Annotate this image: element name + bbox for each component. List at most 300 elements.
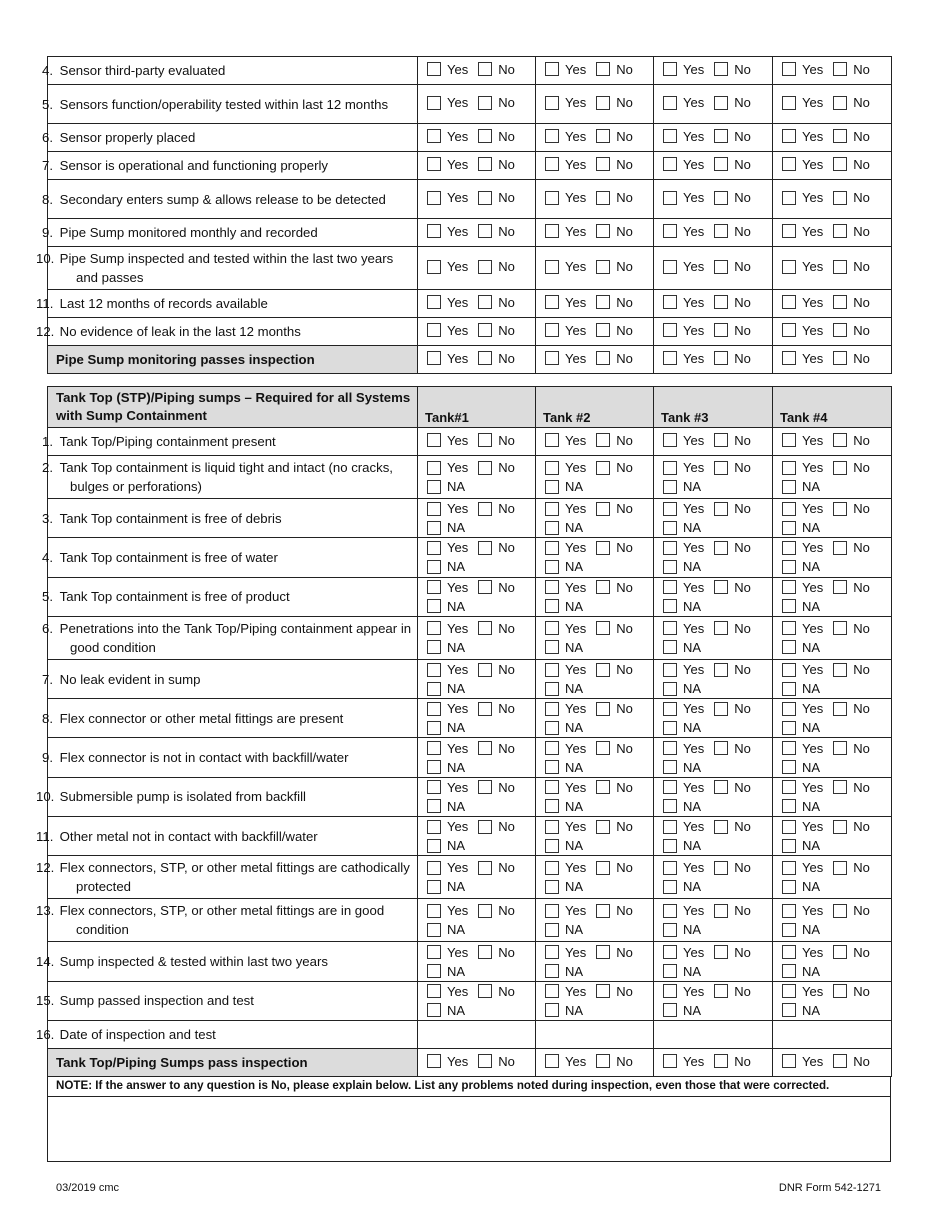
yes-checkbox[interactable] (663, 433, 677, 447)
date-input[interactable] (536, 1020, 654, 1048)
na-checkbox[interactable] (545, 560, 559, 574)
yes-checkbox[interactable] (663, 741, 677, 755)
na-checkbox[interactable] (782, 880, 796, 894)
no-checkbox[interactable] (833, 351, 847, 365)
na-checkbox[interactable] (782, 640, 796, 654)
no-label: No (853, 1053, 870, 1069)
yes-checkbox[interactable] (427, 62, 441, 76)
na-checkbox[interactable] (545, 760, 559, 774)
no-checkbox[interactable] (478, 502, 492, 516)
yes-checkbox[interactable] (427, 621, 441, 635)
na-checkbox[interactable] (545, 923, 559, 937)
yes-checkbox[interactable] (782, 129, 796, 143)
yes-checkbox[interactable] (545, 1054, 559, 1068)
no-checkbox[interactable] (714, 260, 728, 274)
no-checkbox[interactable] (478, 984, 492, 998)
no-checkbox[interactable] (833, 433, 847, 447)
no-checkbox[interactable] (714, 984, 728, 998)
yes-checkbox[interactable] (545, 96, 559, 110)
no-checkbox[interactable] (714, 580, 728, 594)
no-checkbox[interactable] (478, 323, 492, 337)
yes-checkbox[interactable] (427, 580, 441, 594)
yes-checkbox[interactable] (545, 295, 559, 309)
no-checkbox[interactable] (833, 461, 847, 475)
na-option (427, 518, 465, 537)
yes-checkbox[interactable] (427, 502, 441, 516)
na-checkbox[interactable] (427, 599, 441, 613)
yes-checkbox[interactable] (427, 260, 441, 274)
date-input[interactable] (654, 1020, 773, 1048)
na-checkbox[interactable] (663, 640, 677, 654)
yes-checkbox[interactable] (545, 741, 559, 755)
na-checkbox[interactable] (663, 839, 677, 853)
yes-checkbox[interactable] (545, 191, 559, 205)
no-checkbox[interactable] (596, 351, 610, 365)
no-checkbox[interactable] (596, 904, 610, 918)
na-checkbox[interactable] (663, 721, 677, 735)
no-checkbox[interactable] (714, 129, 728, 143)
na-checkbox[interactable] (663, 560, 677, 574)
no-checkbox[interactable] (714, 1054, 728, 1068)
question-text: Tank Top containment is free of debris (59, 510, 282, 526)
no-checkbox[interactable] (714, 461, 728, 475)
na-checkbox[interactable] (782, 721, 796, 735)
yes-checkbox[interactable] (782, 861, 796, 875)
no-checkbox[interactable] (478, 129, 492, 143)
no-checkbox[interactable] (478, 224, 492, 238)
no-checkbox[interactable] (596, 433, 610, 447)
yes-checkbox[interactable] (782, 780, 796, 794)
yes-checkbox[interactable] (427, 461, 441, 475)
yes-label: Yes (565, 190, 587, 206)
yes-checkbox[interactable] (545, 780, 559, 794)
no-option (833, 351, 870, 366)
no-checkbox[interactable] (596, 224, 610, 238)
na-checkbox[interactable] (782, 964, 796, 978)
yes-checkbox[interactable] (427, 224, 441, 238)
na-checkbox[interactable] (663, 480, 677, 494)
no-checkbox[interactable] (478, 580, 492, 594)
no-checkbox[interactable] (478, 820, 492, 834)
na-checkbox[interactable] (427, 640, 441, 654)
na-option (663, 638, 701, 657)
yes-checkbox[interactable] (427, 96, 441, 110)
no-checkbox[interactable] (833, 295, 847, 309)
yes-checkbox[interactable] (427, 157, 441, 171)
yes-checkbox[interactable] (427, 433, 441, 447)
na-checkbox[interactable] (782, 521, 796, 535)
yes-checkbox[interactable] (427, 323, 441, 337)
na-checkbox[interactable] (782, 1003, 796, 1017)
na-checkbox[interactable] (663, 923, 677, 937)
na-checkbox[interactable] (545, 880, 559, 894)
no-checkbox[interactable] (833, 984, 847, 998)
no-checkbox[interactable] (596, 984, 610, 998)
yes-checkbox[interactable] (782, 295, 796, 309)
no-checkbox[interactable] (833, 820, 847, 834)
yes-checkbox[interactable] (427, 702, 441, 716)
na-checkbox[interactable] (782, 923, 796, 937)
no-checkbox[interactable] (596, 129, 610, 143)
na-checkbox[interactable] (663, 760, 677, 774)
no-checkbox[interactable] (714, 351, 728, 365)
yes-checkbox[interactable] (663, 580, 677, 594)
no-label: No (616, 540, 633, 556)
yes-label: Yes (565, 740, 587, 756)
no-checkbox[interactable] (596, 621, 610, 635)
no-checkbox[interactable] (478, 541, 492, 555)
no-checkbox[interactable] (714, 224, 728, 238)
no-checkbox[interactable] (833, 861, 847, 875)
yes-checkbox[interactable] (782, 580, 796, 594)
no-checkbox[interactable] (478, 780, 492, 794)
na-checkbox[interactable] (427, 799, 441, 813)
na-option (545, 877, 583, 896)
na-checkbox[interactable] (427, 839, 441, 853)
yes-checkbox[interactable] (663, 861, 677, 875)
yes-checkbox[interactable] (545, 502, 559, 516)
no-checkbox[interactable] (478, 741, 492, 755)
no-checkbox[interactable] (478, 96, 492, 110)
no-checkbox[interactable] (714, 621, 728, 635)
na-checkbox[interactable] (663, 799, 677, 813)
yes-checkbox[interactable] (663, 260, 677, 274)
yes-checkbox[interactable] (663, 663, 677, 677)
yes-checkbox[interactable] (782, 1054, 796, 1068)
no-checkbox[interactable] (833, 541, 847, 555)
no-checkbox[interactable] (714, 323, 728, 337)
no-checkbox[interactable] (478, 861, 492, 875)
no-checkbox[interactable] (833, 702, 847, 716)
yes-checkbox[interactable] (782, 663, 796, 677)
no-checkbox[interactable] (596, 702, 610, 716)
yes-label: Yes (565, 95, 587, 111)
na-label: NA (683, 922, 702, 938)
yes-checkbox[interactable] (545, 260, 559, 274)
yes-checkbox[interactable] (427, 820, 441, 834)
yes-checkbox[interactable] (427, 861, 441, 875)
no-checkbox[interactable] (478, 295, 492, 309)
yes-checkbox[interactable] (782, 96, 796, 110)
yes-checkbox[interactable] (663, 780, 677, 794)
na-checkbox[interactable] (663, 1003, 677, 1017)
na-checkbox[interactable] (545, 682, 559, 696)
na-checkbox[interactable] (663, 880, 677, 894)
no-checkbox[interactable] (478, 702, 492, 716)
yes-checkbox[interactable] (545, 904, 559, 918)
no-checkbox[interactable] (833, 663, 847, 677)
yes-checkbox[interactable] (427, 663, 441, 677)
na-checkbox[interactable] (782, 760, 796, 774)
no-option (596, 157, 633, 172)
yes-checkbox[interactable] (427, 904, 441, 918)
yes-checkbox[interactable] (663, 904, 677, 918)
no-checkbox[interactable] (714, 663, 728, 677)
na-checkbox[interactable] (545, 839, 559, 853)
yes-checkbox[interactable] (545, 541, 559, 555)
yes-checkbox[interactable] (663, 96, 677, 110)
no-checkbox[interactable] (833, 191, 847, 205)
no-checkbox[interactable] (833, 62, 847, 76)
na-checkbox[interactable] (663, 521, 677, 535)
yes-checkbox[interactable] (782, 945, 796, 959)
yes-checkbox[interactable] (663, 702, 677, 716)
no-checkbox[interactable] (478, 62, 492, 76)
yes-checkbox[interactable] (663, 62, 677, 76)
no-checkbox[interactable] (714, 780, 728, 794)
yes-checkbox[interactable] (782, 820, 796, 834)
yes-checkbox[interactable] (663, 1054, 677, 1068)
na-checkbox[interactable] (663, 599, 677, 613)
no-checkbox[interactable] (478, 260, 492, 274)
no-checkbox[interactable] (714, 702, 728, 716)
no-option (596, 295, 633, 310)
no-checkbox[interactable] (478, 433, 492, 447)
no-checkbox[interactable] (833, 502, 847, 516)
na-checkbox[interactable] (545, 799, 559, 813)
yes-checkbox[interactable] (545, 702, 559, 716)
yes-checkbox[interactable] (782, 541, 796, 555)
yes-checkbox[interactable] (545, 433, 559, 447)
yes-checkbox[interactable] (663, 945, 677, 959)
na-option (663, 597, 701, 616)
na-checkbox[interactable] (545, 721, 559, 735)
no-checkbox[interactable] (714, 820, 728, 834)
answer-cell (418, 777, 536, 816)
yes-checkbox[interactable] (782, 904, 796, 918)
na-checkbox[interactable] (663, 682, 677, 696)
yes-checkbox[interactable] (545, 323, 559, 337)
no-checkbox[interactable] (478, 945, 492, 959)
yes-checkbox[interactable] (545, 984, 559, 998)
yes-checkbox[interactable] (782, 224, 796, 238)
na-checkbox[interactable] (545, 521, 559, 535)
yes-checkbox[interactable] (427, 295, 441, 309)
no-checkbox[interactable] (714, 904, 728, 918)
no-checkbox[interactable] (596, 780, 610, 794)
na-checkbox[interactable] (427, 1003, 441, 1017)
no-label: No (616, 259, 633, 275)
na-checkbox[interactable] (545, 599, 559, 613)
no-checkbox[interactable] (833, 945, 847, 959)
no-checkbox[interactable] (833, 260, 847, 274)
no-checkbox[interactable] (714, 945, 728, 959)
yes-checkbox[interactable] (663, 224, 677, 238)
yes-checkbox[interactable] (545, 129, 559, 143)
no-checkbox[interactable] (478, 904, 492, 918)
no-checkbox[interactable] (833, 129, 847, 143)
no-option (478, 458, 515, 477)
no-checkbox[interactable] (596, 191, 610, 205)
yes-checkbox[interactable] (545, 663, 559, 677)
no-checkbox[interactable] (596, 461, 610, 475)
na-checkbox[interactable] (782, 599, 796, 613)
explanation-area[interactable] (48, 1097, 890, 1163)
na-checkbox[interactable] (427, 964, 441, 978)
no-checkbox[interactable] (714, 861, 728, 875)
no-checkbox[interactable] (596, 945, 610, 959)
na-checkbox[interactable] (782, 560, 796, 574)
na-checkbox[interactable] (782, 799, 796, 813)
yes-checkbox[interactable] (427, 1054, 441, 1068)
na-checkbox[interactable] (427, 560, 441, 574)
yes-checkbox[interactable] (663, 541, 677, 555)
no-option (478, 323, 515, 338)
yes-checkbox[interactable] (782, 323, 796, 337)
na-checkbox[interactable] (545, 480, 559, 494)
yes-checkbox[interactable] (782, 157, 796, 171)
no-checkbox[interactable] (714, 433, 728, 447)
answer-cell (654, 699, 773, 738)
yes-checkbox[interactable] (427, 984, 441, 998)
no-option (714, 982, 751, 1001)
no-option (596, 619, 633, 638)
yes-checkbox[interactable] (782, 502, 796, 516)
question-text: Flex connector or other metal fittings are present (59, 710, 344, 726)
na-checkbox[interactable] (427, 521, 441, 535)
yes-checkbox[interactable] (663, 351, 677, 365)
answer-cell (536, 152, 654, 180)
no-checkbox[interactable] (833, 621, 847, 635)
no-checkbox[interactable] (478, 663, 492, 677)
yes-checkbox[interactable] (782, 433, 796, 447)
yes-checkbox[interactable] (782, 461, 796, 475)
no-checkbox[interactable] (833, 1054, 847, 1068)
yes-checkbox[interactable] (545, 62, 559, 76)
no-checkbox[interactable] (596, 820, 610, 834)
no-checkbox[interactable] (714, 502, 728, 516)
no-checkbox[interactable] (833, 96, 847, 110)
na-checkbox[interactable] (782, 480, 796, 494)
no-checkbox[interactable] (714, 295, 728, 309)
no-checkbox[interactable] (714, 62, 728, 76)
no-checkbox[interactable] (833, 580, 847, 594)
no-checkbox[interactable] (478, 191, 492, 205)
no-checkbox[interactable] (596, 62, 610, 76)
yes-checkbox[interactable] (545, 580, 559, 594)
no-checkbox[interactable] (833, 157, 847, 171)
yes-checkbox[interactable] (663, 621, 677, 635)
date-input[interactable] (418, 1020, 536, 1048)
no-checkbox[interactable] (833, 904, 847, 918)
no-checkbox[interactable] (714, 741, 728, 755)
no-checkbox[interactable] (596, 502, 610, 516)
na-checkbox[interactable] (545, 640, 559, 654)
yes-option (782, 129, 823, 144)
yes-checkbox[interactable] (782, 621, 796, 635)
na-option (545, 758, 583, 777)
no-checkbox[interactable] (596, 157, 610, 171)
no-checkbox[interactable] (714, 157, 728, 171)
no-checkbox[interactable] (833, 224, 847, 238)
no-checkbox[interactable] (596, 260, 610, 274)
no-checkbox[interactable] (596, 861, 610, 875)
no-label: No (498, 903, 515, 919)
yes-checkbox[interactable] (782, 260, 796, 274)
yes-checkbox[interactable] (545, 157, 559, 171)
no-checkbox[interactable] (596, 663, 610, 677)
yes-checkbox[interactable] (545, 351, 559, 365)
yes-checkbox[interactable] (427, 351, 441, 365)
yes-checkbox[interactable] (427, 945, 441, 959)
na-label: NA (802, 963, 821, 979)
na-checkbox[interactable] (427, 760, 441, 774)
no-checkbox[interactable] (478, 621, 492, 635)
yes-checkbox[interactable] (427, 129, 441, 143)
no-checkbox[interactable] (596, 580, 610, 594)
na-checkbox[interactable] (782, 839, 796, 853)
no-checkbox[interactable] (478, 461, 492, 475)
yes-checkbox[interactable] (427, 741, 441, 755)
no-checkbox[interactable] (596, 323, 610, 337)
yes-checkbox[interactable] (663, 984, 677, 998)
na-checkbox[interactable] (427, 721, 441, 735)
no-checkbox[interactable] (596, 96, 610, 110)
no-checkbox[interactable] (833, 741, 847, 755)
na-label: NA (447, 598, 466, 614)
na-checkbox[interactable] (545, 964, 559, 978)
no-checkbox[interactable] (478, 351, 492, 365)
no-checkbox[interactable] (478, 157, 492, 171)
na-checkbox[interactable] (427, 880, 441, 894)
yes-checkbox[interactable] (782, 351, 796, 365)
no-checkbox[interactable] (833, 780, 847, 794)
yes-checkbox[interactable] (427, 541, 441, 555)
no-checkbox[interactable] (596, 295, 610, 309)
yes-checkbox[interactable] (663, 191, 677, 205)
na-checkbox[interactable] (427, 682, 441, 696)
yes-checkbox[interactable] (545, 621, 559, 635)
no-checkbox[interactable] (478, 1054, 492, 1068)
no-checkbox[interactable] (596, 541, 610, 555)
yes-checkbox[interactable] (545, 461, 559, 475)
yes-label: Yes (447, 944, 469, 960)
yes-checkbox[interactable] (663, 323, 677, 337)
na-checkbox[interactable] (663, 964, 677, 978)
no-checkbox[interactable] (714, 541, 728, 555)
na-checkbox[interactable] (427, 923, 441, 937)
yes-checkbox[interactable] (427, 191, 441, 205)
date-input[interactable] (773, 1020, 892, 1048)
na-checkbox[interactable] (782, 682, 796, 696)
yes-checkbox[interactable] (427, 780, 441, 794)
na-checkbox[interactable] (545, 1003, 559, 1017)
yes-checkbox[interactable] (782, 191, 796, 205)
yes-checkbox[interactable] (782, 741, 796, 755)
no-checkbox[interactable] (596, 1054, 610, 1068)
no-checkbox[interactable] (833, 323, 847, 337)
no-label: No (853, 819, 870, 835)
yes-checkbox[interactable] (782, 984, 796, 998)
yes-checkbox[interactable] (663, 820, 677, 834)
yes-checkbox[interactable] (782, 62, 796, 76)
yes-checkbox[interactable] (663, 461, 677, 475)
no-checkbox[interactable] (714, 191, 728, 205)
no-checkbox[interactable] (714, 96, 728, 110)
yes-checkbox[interactable] (545, 820, 559, 834)
na-checkbox[interactable] (427, 480, 441, 494)
no-checkbox[interactable] (596, 741, 610, 755)
yes-checkbox[interactable] (545, 861, 559, 875)
answer-cell (536, 699, 654, 738)
yes-checkbox[interactable] (663, 129, 677, 143)
yes-checkbox[interactable] (545, 224, 559, 238)
yes-checkbox[interactable] (663, 295, 677, 309)
yes-checkbox[interactable] (545, 945, 559, 959)
yes-checkbox[interactable] (663, 157, 677, 171)
yes-checkbox[interactable] (663, 502, 677, 516)
yes-checkbox[interactable] (782, 702, 796, 716)
